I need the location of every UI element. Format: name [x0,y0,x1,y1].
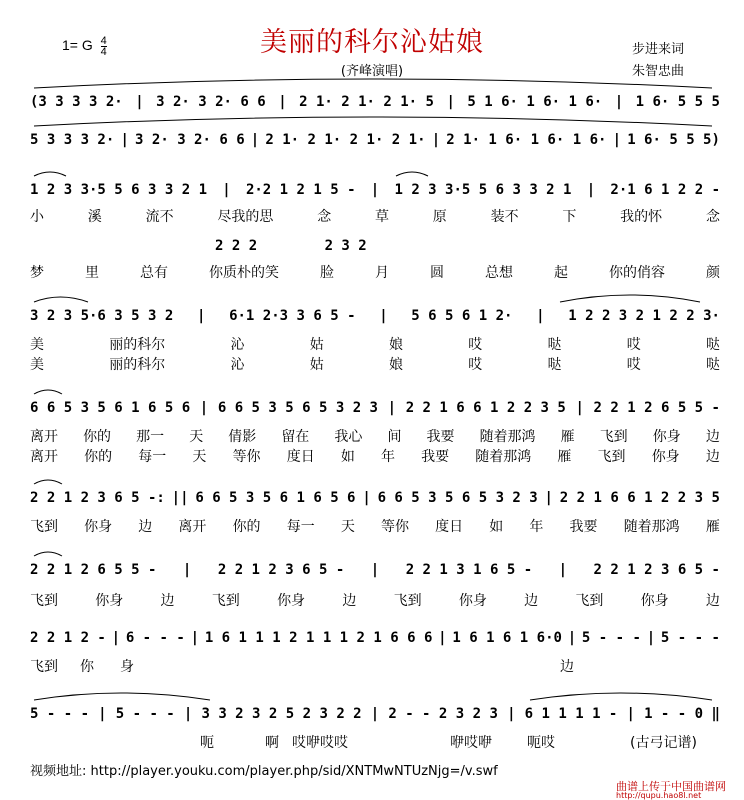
measure: 3 2· 3 2· 6 6 [135,132,245,148]
lyric: 圆 [430,265,444,281]
lyric: 天 [340,519,355,535]
lyric: 度日 [435,519,464,535]
lyric: 哒 [547,357,562,373]
lyric: 飞到 [597,449,626,465]
measure: 2 2 1 3 1 6 5 - [405,562,533,578]
lyric: 小 [30,209,44,225]
lyric: 飞到 [393,593,422,609]
barline: | [536,308,545,324]
barline: | [182,562,192,578]
lyric: 咿哎咿 [450,735,492,751]
slur [530,693,712,700]
measure: 1 2 2 3 2 1 2 2 3· [568,308,720,324]
measure: 6 1 1 1 1 - [524,706,618,722]
slur [34,297,88,302]
lyric: 我要 [569,519,598,535]
barline: | [567,630,577,646]
lyric: 飞到 [30,593,58,609]
barline: | [199,400,209,416]
lyric: 你的 [232,519,261,535]
lyric: 边 [160,593,175,609]
lyric: 哒 [706,357,720,373]
lyric: 如 [489,519,504,535]
site-footer: 曲谱上传于中国曲谱网 [616,780,726,793]
lyric: 雁 [705,519,720,535]
lyric: 梦 [30,265,44,281]
measure: 2 - - 2 3 2 3 [388,706,498,722]
barline: | [612,132,622,148]
lyric: 哎 [626,337,641,353]
lyric: 娘 [389,357,403,373]
lyric: 美 [30,337,44,353]
lyricist-credit: 步进来词 [632,42,685,57]
lyric: 沁 [230,337,245,353]
lyric: 溪 [87,209,102,225]
lyric: 尽我的思 [217,209,274,225]
lyric: 哎 [468,357,483,373]
repeat-barline: || [171,490,189,506]
lyric: 哎咿哎哎 [292,735,348,751]
performer: (齐峰演唱) [340,64,404,79]
lyric: 你身 [652,429,681,445]
lyric: 你身 [458,593,487,609]
measure: 6 6 5 3 5 6 1 6 5 6 [195,490,356,506]
lyric: 边 [705,429,720,445]
slur [34,390,62,394]
measure: 6·1 2·3 3 6 5 - [229,308,356,324]
meter-top: 4 [100,35,107,47]
song-title: 美丽的科尔沁姑娘 [260,27,484,58]
measure: 6 6 5 3 5 6 5 3 2 3 [217,400,378,416]
measure: 3 2· 3 2· 6 6 [156,94,266,110]
measure: (3 3 3 3 2· [30,94,123,110]
lyric: 随着那鸿 [475,449,532,465]
measure: 1 - - 0 ‖ [644,706,720,722]
measure: 2 2 1 2 - [30,630,106,646]
lyric: 你身 [277,593,306,609]
lyric: 流不 [145,209,174,225]
measure: 1 6· 5 5 5) [627,132,720,148]
barline: | [362,490,371,506]
lyric: 下 [562,209,577,225]
barline: | [646,630,656,646]
barline: | [438,630,447,646]
lyric: 你的 [83,429,112,445]
lyric: 哒 [547,337,562,353]
measure: 3 2 3 5·6 3 5 3 2 [30,308,174,324]
lyric: 起 [554,265,568,281]
measure: 2 1· 2 1· 2 1· 5 [299,94,434,110]
measure: 5 3 3 3 2· [30,132,115,148]
lyric: 边 [705,449,720,465]
lyric: 天 [189,429,204,445]
barline: | [370,182,380,198]
slur [560,295,700,302]
barline: | [446,94,455,110]
lyric: 飞到 [30,519,58,535]
lyric: 里 [85,265,99,281]
key-label: 1= G [62,37,93,54]
composer-credit: 朱智忠曲 [632,64,685,79]
lyric: 你质朴的笑 [209,265,279,281]
lyric: 呃哎 [527,735,555,751]
lyric: 身 [120,659,134,675]
lyric: 草 [374,209,389,225]
measure: 6 - - - [125,630,185,646]
lyric: 你的 [84,449,113,465]
lyric: 我要 [426,429,455,445]
barline: | [98,706,107,722]
lyric: 年 [380,449,395,465]
measure: 2·1 6 1 2 2 - [610,182,720,198]
alt-notes: 2 2 2 2 3 2 [215,238,367,254]
lyric: 你身 [95,593,124,609]
measure: 2 2 1 2 3 6 5 - [217,562,345,578]
lyric: 飞到 [211,593,240,609]
lyric: 美 [30,357,44,373]
lyric: 天 [192,449,207,465]
lyric: 你身 [84,519,113,535]
barline: | [370,562,380,578]
lyric: 飞到 [575,593,604,609]
barline: | [120,132,129,148]
lyric: 倩影 [228,429,257,445]
barline: | [196,308,206,324]
video-address[interactable]: 视频地址: http://player.youku.com/player.php/sid/XNTMwNTUzNjg=/v.swf [30,764,498,779]
measure: 1 6 1 6 1 6·0 [452,630,562,646]
measure: 3 3 2 3 2 5 2 3 2 2 [201,706,362,722]
lyric: 哒 [706,337,720,353]
lyric: 娘 [389,337,403,353]
lyric: 呃 [200,735,214,751]
measure: 6 6 5 3 5 6 1 6 5 6 [30,400,191,416]
measure: 5 - - - [115,706,175,722]
measure: 2 2 1 2 6 5 5 - [593,400,720,416]
lyric: 脸 [320,265,334,281]
lyric: 随着那鸿 [623,519,680,535]
lyric: 等你 [380,519,409,535]
barline: | [135,94,144,110]
barline: | [544,490,553,506]
lyric: 念 [317,209,332,225]
barline: | [431,132,441,148]
barline: | [586,182,596,198]
measure: 1 2 3 3·5 5 6 3 3 2 1 [394,182,572,198]
barline: | [278,94,287,110]
lyric: 你 [80,659,94,675]
measure: 2 1· 2 1· 2 1· 2 1· [265,132,426,148]
lyric: 雁 [560,429,575,445]
lyric: 度日 [286,449,315,465]
measure: 6 6 5 3 5 6 5 3 2 3 [377,490,538,506]
lyric: 飞到 [599,429,628,445]
measure: 2 2 1 2 3 6 5 -: [30,490,165,506]
measure: 5 - - - [581,630,641,646]
lyric: 念 [705,209,720,225]
lyric: 总想 [485,265,513,281]
lyric: 边 [705,593,720,609]
lyric: 我心 [334,429,363,445]
barline: | [575,400,584,416]
lyric: 你身 [651,449,680,465]
lyric: 原 [432,209,447,225]
lyric: 留在 [281,429,310,445]
lyric: 雁 [557,449,572,465]
lyric: 你身 [640,593,669,609]
lyric: 边 [524,593,539,609]
measure: 2 2 1 6 6 1 2 2 3 5 [405,400,566,416]
lyric: 丽的科尔 [109,337,166,353]
lyric: 哎 [626,357,641,373]
lyric: 姑 [309,337,324,353]
lyric: 如 [340,449,355,465]
lyric: 我要 [421,449,450,465]
lyric: 那一 [136,429,165,445]
lyric: 啊 [265,735,279,751]
intro-slur [34,79,712,88]
lyric: 离开 [178,519,207,535]
lyric: 哎 [468,337,483,353]
lyric: 飞到 [30,659,58,675]
lyric: 你的俏容 [609,265,665,281]
lyric: 边 [560,659,574,675]
slur [34,172,66,176]
barline: | [614,94,624,110]
measure: 5 - - - [30,706,90,722]
slur [396,172,428,176]
measure: 2 1· 1 6· 1 6· 1 6· [446,132,607,148]
measure: 2 2 1 2 3 6 5 - [593,562,720,578]
barline: | [507,706,516,722]
lyric: 装不 [490,209,519,225]
measure: 5 6 5 6 1 2· [411,308,513,324]
measure: 2·2 1 2 1 5 - [245,182,356,198]
measure: 5 - - - [660,630,720,646]
lyric: 边 [138,519,153,535]
lyric: 总有 [140,265,168,281]
barline: | [379,308,388,324]
barline: | [370,706,380,722]
lyric: 每一 [286,519,315,535]
barline: | [190,630,200,646]
slur [34,552,62,556]
slur [34,693,210,700]
site-url[interactable]: http://qupu.hao8l.net [616,791,702,800]
measure: 2 2 1 2 6 5 5 - [30,562,157,578]
meter-bottom: 4 [100,46,107,58]
measure: 1 2 3 3·5 5 6 3 3 2 1 [30,182,208,198]
barline: | [183,706,193,722]
barline: | [558,562,568,578]
lyric: 每一 [138,449,167,465]
intro-slur [34,117,712,126]
lyric: 沁 [230,357,245,373]
lyric: 等你 [232,449,261,465]
lyric: 随着那鸿 [479,429,536,445]
lyric: 姑 [309,357,324,373]
barline: | [626,706,635,722]
lyric: 年 [529,519,544,535]
lyric: 我的怀 [620,209,663,225]
barline: | [387,400,397,416]
notation-credit: (古弓记谱) [630,735,697,751]
lyric: 颜 [706,265,720,281]
lyric: 月 [375,265,389,281]
lyric: 间 [387,429,402,445]
lyric: 丽的科尔 [109,357,166,373]
slur [34,480,62,484]
barline: | [222,182,231,198]
barline: | [250,132,260,148]
measure: 1 6· 5 5 5 [635,94,720,110]
lyric: 边 [342,593,357,609]
measure: 1 6 1 1 1 2 1 1 1 2 1 6 6 6 [204,630,433,646]
lyric: 离开 [30,449,58,465]
lyric: 离开 [30,429,58,445]
measure: 5 1 6· 1 6· 1 6· [467,94,603,110]
measure: 2 2 1 6 6 1 2 2 3 5 [559,490,720,506]
barline: | [111,630,121,646]
